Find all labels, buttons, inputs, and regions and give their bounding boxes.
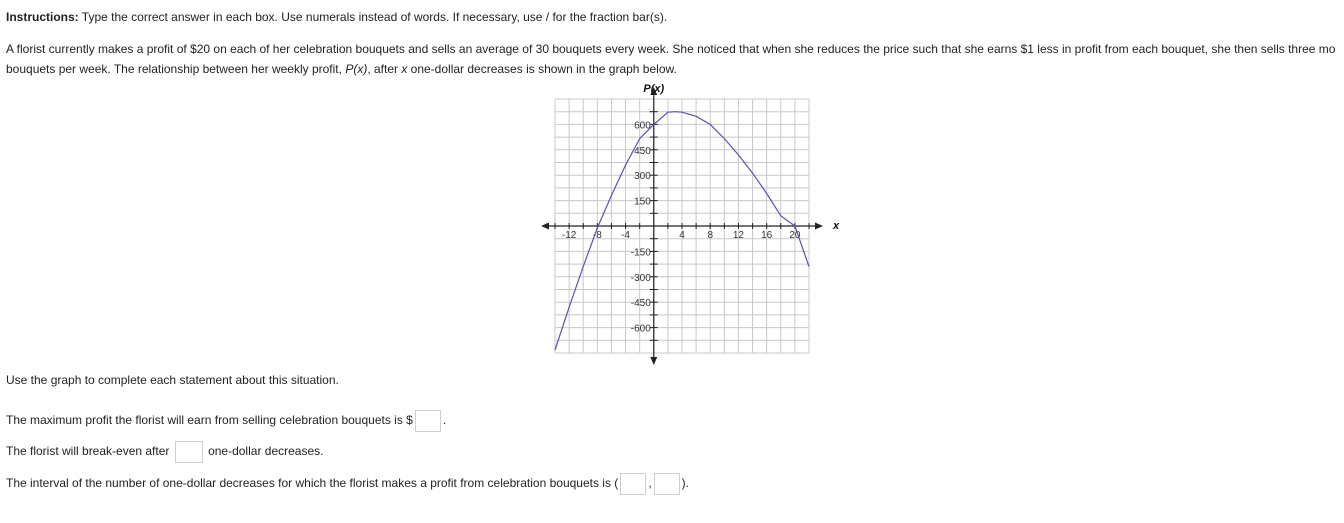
question-profit-interval — [6, 473, 689, 495]
x-tick-label: -4 — [621, 230, 631, 241]
instructions — [6, 10, 667, 24]
q2-after: one-dollar decreases. — [204, 444, 324, 459]
instructions-text: Type the correct answer in each box. Use numerals instead of words. If necessary, use / for the fraction bar(s). — [78, 10, 668, 24]
y-axis-arrow-down — [650, 357, 657, 365]
x-axis-arrow-left — [541, 223, 549, 230]
problem-text-c: one-dollar decreases is shown in the graph below. — [407, 62, 677, 76]
x-axis-arrow-right — [815, 223, 823, 230]
q3-text: The interval of the number of one-dollar decreases for which the florist makes a profit from celebration bouquets is ( — [6, 476, 619, 491]
x-tick-label: 20 — [789, 230, 801, 241]
y-tick-label: 150 — [634, 196, 651, 208]
y-tick-label: -450 — [630, 298, 651, 310]
q1-text: The maximum profit the florist will earn from selling celebration bouquets is $ — [6, 413, 413, 428]
interval-end-input[interactable] — [654, 473, 680, 495]
x-axis-label: x — [833, 220, 840, 232]
q1-after: . — [442, 413, 447, 428]
instructions-label: Instructions: — [6, 10, 79, 24]
y-tick-label: 300 — [634, 171, 651, 183]
y-tick-label: -300 — [630, 272, 651, 284]
problem-text-b: , after — [367, 62, 402, 76]
q3-close: ). — [681, 476, 689, 491]
problem-line-2 — [6, 62, 677, 76]
x-tick-label: 8 — [707, 230, 714, 241]
x-tick-label: 4 — [679, 230, 685, 241]
break-even-input[interactable] — [175, 441, 203, 463]
interval-start-input[interactable] — [620, 473, 646, 495]
problem-text-a: bouquets per week. The relationship between her weekly profit, — [6, 62, 346, 76]
max-profit-input[interactable] — [415, 410, 441, 432]
x-tick-label: -8 — [592, 230, 602, 241]
y-axis-label: P(x) — [643, 83, 665, 95]
problem-line-1: A florist currently makes a profit of $20 on each of her celebration bouquets and sells an average of 30 bouquets every week. She noticed that when she reduces the price such that she earns $1 less in profit from each bouquet, she then sells three mo — [6, 42, 1336, 56]
x-tick-label: 12 — [732, 230, 745, 241]
problem-px: P(x) — [345, 62, 368, 76]
x-tick-label: -12 — [561, 230, 577, 241]
y-tick-label: 450 — [634, 145, 651, 157]
x-tick-label: 16 — [761, 230, 773, 241]
y-tick-label: -600 — [630, 323, 651, 335]
question-break-even — [6, 441, 323, 463]
question-max-profit — [6, 410, 446, 432]
q3-sep: , — [648, 476, 652, 491]
y-tick-label: -150 — [630, 247, 651, 259]
profit-graph — [540, 82, 840, 367]
y-tick-label: 600 — [634, 120, 651, 132]
graph-prompt: Use the graph to complete each statement about this situation. — [6, 373, 339, 387]
q2-before: The florist will break-even after — [6, 444, 173, 459]
problem-x: x — [401, 62, 408, 76]
